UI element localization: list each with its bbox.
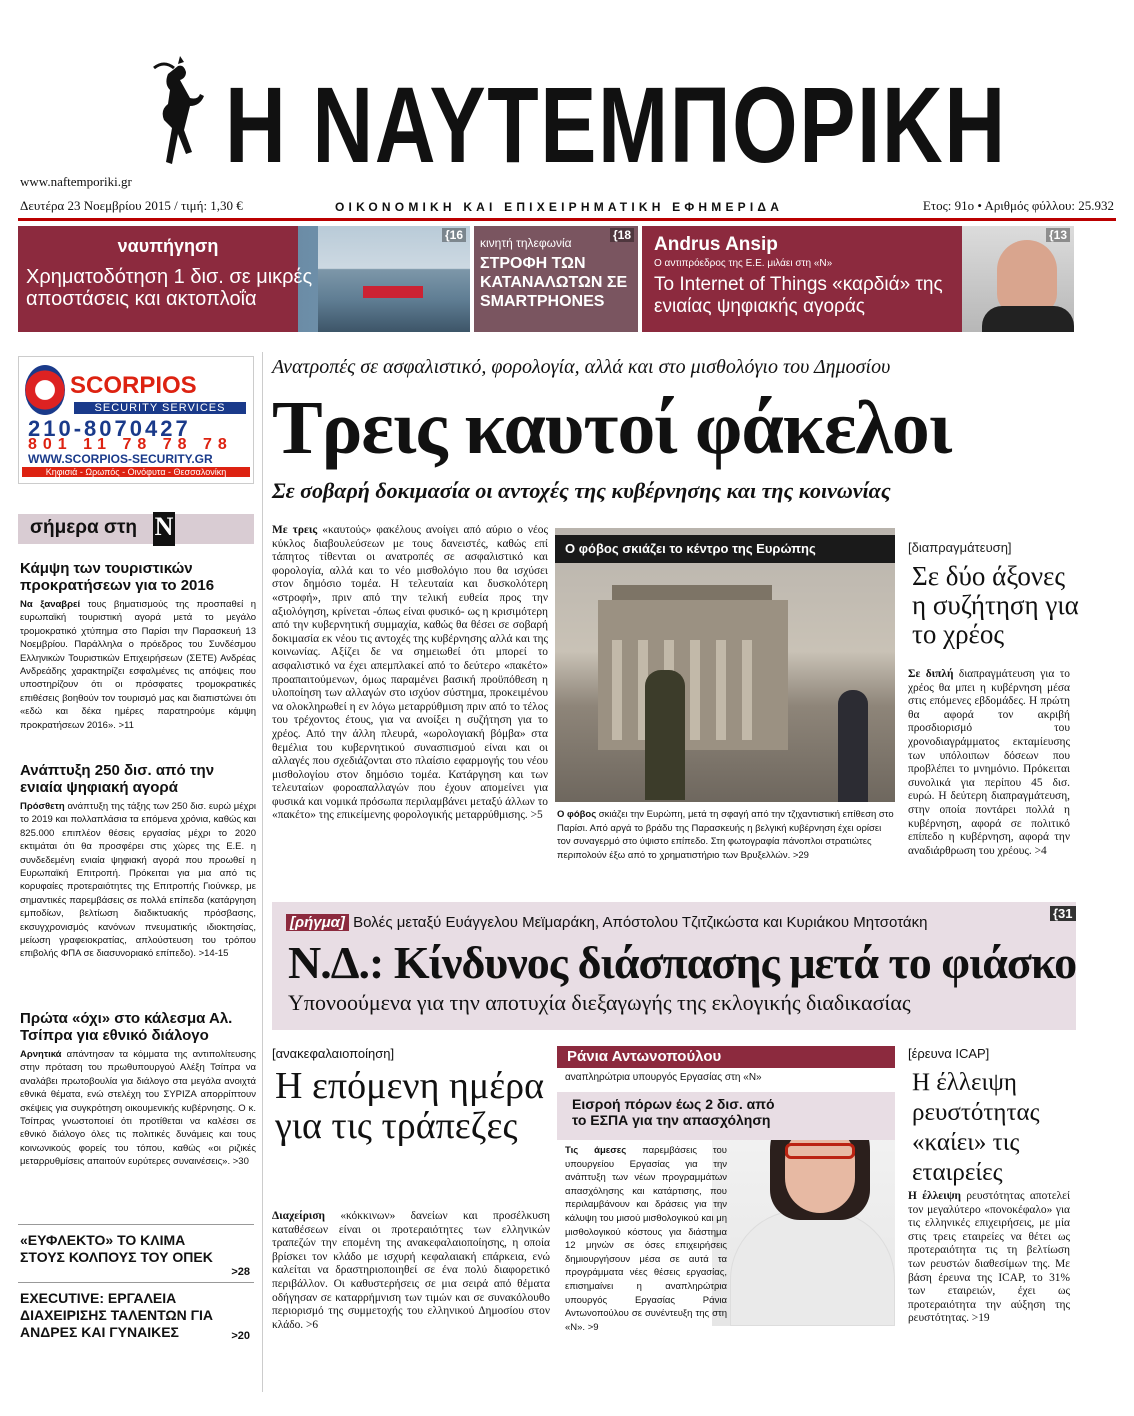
body-text: διαπραγμάτευση για το χρέος θα μπει η κυβέρνηση μέσα στις επόμενες εβδομάδες. Η πρώτη θα αφορά τον ακριβή προσδιορισμό του χρονοδιαγράμματος εκταμίευσης των υπόλοιπων δόσεων που προβλέπει το μνημόνιο. Πρόκειται συνολικά για περίπου 45 δισ. ευρώ. Η δεύτερη διαπραγμάτευση, στην οποία ποντάρει πολλά η κυβέρνηση, αφορά σε πολιτικό επίπεδο η κυβέρνηση, αφορά την αναδιάρθρωση του χρέους. >4: [908, 668, 1070, 857]
teaser-kicker: κινητή τηλεφωνία: [480, 236, 572, 250]
teaser-ansip[interactable]: [642, 226, 1074, 332]
ad-website: WWW.SCORPIOS-SECURITY.GR: [28, 452, 213, 466]
site-url[interactable]: www.naftemporiki.gr: [20, 174, 132, 189]
nd-subhead: Υπονοούμενα για την αποτυχία διεξαγωγής της εκλογικής διαδικασίας: [288, 990, 911, 1015]
column-shape: [612, 640, 622, 740]
teaser-headline: ΣΤΡΟΦΗ ΤΩΝ ΚΑΤΑΝΑΛΩΤΩΝ ΣΕ SMARTPHONES: [480, 255, 628, 310]
page-ref: {13: [1046, 228, 1070, 242]
masthead-rule: [18, 218, 1116, 221]
nd-overline: [286, 914, 1046, 931]
glasses-icon: [785, 1143, 855, 1159]
page-ref: {31: [1050, 906, 1076, 921]
masthead-title: Η ΝΑΥΤΕΜΠΟΡΙΚΗ: [225, 64, 1007, 185]
ad-name: SCORPIOS: [70, 372, 197, 399]
brief-headline: Ανάπτυξη 250 δισ. από την ενιαία ψηφιακή αγορά: [20, 762, 215, 796]
icap-body: [908, 1190, 1070, 1326]
portrait-body: [730, 1210, 895, 1326]
portrait-face: [997, 240, 1057, 314]
today-label: σήμερα στη: [30, 517, 138, 538]
page-ref: >20: [231, 1330, 250, 1342]
brief-headline: Κάμψη των τουριστικών προκρατήσεων για το 2016: [20, 560, 215, 594]
section-tag: [έρευνα ICAP]: [908, 1046, 990, 1061]
teaser-kicker: ναυπήγηση: [117, 236, 219, 256]
teaser-subkicker: Ο αντιπρόεδρος της Ε.Ε. μιλάει στη «Ν»: [654, 258, 833, 269]
section-tag: [ανακεφαλαιοποίηση]: [272, 1046, 395, 1061]
brief-headline: Πρώτα «όχι» στο κάλεσμα Αλ. Τσίπρα για εθνικό διάλογο: [20, 1010, 233, 1044]
photo-title-bar: Ο φόβος σκιάζει το κέντρο της Ευρώπης: [555, 535, 895, 563]
column-shape: [716, 640, 726, 740]
photo-caption: [557, 808, 897, 862]
lead-word: Η έλλειψη: [908, 1190, 961, 1202]
soldier-figure: [645, 670, 685, 800]
issue-number: Ετος: 91ο • Αριθμός φύλλου: 25.932: [922, 198, 1114, 213]
page-ref: {18: [610, 228, 634, 242]
today-n-logo: N: [153, 512, 175, 546]
brief-body: τους βηματισμούς της προσπαθεί η ευρωπαϊκή τουριστική αγορά μετά το μεγάλο τρομοκρατικό χτύπημα στο Παρίσι την Παρασκευή 13 Νοεμβρίου. Παράλληλα ο πρόεδρος του Συνδέσμου Ελληνικών Τουριστικών Επιχειρήσεων (ΣΕΤΕ) Ανδρέας Ανδρεάδης χαρακτηρίζει εσφαλμένες τις απόψεις που υποστηρίζουν ότι οι πρόσφατες τρομοκρατικές επιθέσεις βοηθούν τον τουρισμό μας και διαπιστώνει ότι «εδώ και δέκα ημέρες παρατηρούμε κάμψη προκρατήσεων 2016». >11: [20, 599, 256, 731]
interview-name[interactable]: Ράνια Αντωνοπούλου: [557, 1046, 895, 1068]
icap-headline[interactable]: Η έλλειψη ρευστότητας «καίει» τις εταιρείες: [912, 1069, 1040, 1186]
teaser-shipbuilding[interactable]: [18, 226, 470, 332]
brief-text: [20, 1048, 256, 1169]
hermes-logo-icon: [140, 48, 220, 188]
lead-word: Σε διπλή: [908, 668, 954, 680]
soldier-figure: [838, 690, 868, 802]
body-text: «κόκκινων» δανείων και προσέλκυση καταθέσεων είναι οι προτεραιότητες των ελληνικών τραπεζών την επομένη της ανακεφαλαιοποίησης, η οποία βρίσκει τον κλάδο με ισχυρή κεφαλαιακή επάρκεια, ενώ καλείται να δραστηριοποιηθεί σε ένα πολύ διαφορετικό περιβάλλον. Οι καθυστερήσεις σε μια σειρά από θέματα οδήγησαν σε καταρρήμνιση των τιμών και σε συνακόλουθο περιορισμό της συμμετοχής του ελληνικού Δημοσίου στον κλάδο. >6: [272, 1210, 550, 1331]
negotiation-body: [908, 668, 1070, 858]
lead-body: [272, 524, 548, 823]
nd-overline-text: Βολές μεταξύ Ευάγγελου Μεϊμαράκη, Απόστολου Τζιτζικώστα και Κυριάκου Μητσοτάκη: [348, 914, 928, 931]
section-tag: [ρήγμα]: [286, 914, 349, 931]
interview-body: [565, 1144, 727, 1334]
section-tag: [διαπραγμάτευση]: [908, 540, 1012, 555]
lead-text: «καυτούς» φακέλους ανοίγει από αύριο ο νέος κύκλος διαβουλεύσεων με τους δανειστές, καθώς επί τάπητος τίθενται οι ανατροπές σε ασφαλιστικό και φορολογία, αλλά και το νέο μισθολόγιο που θα ισχύσει στον δημόσιο τομέα. Η τελευταία και δυσκολότερη «στροφή», πριν από την τελική ευθεία προς την αξιολόγηση, κρίνεται -όπως είναι φυσικό- ως η κρισιμότερη από την κυβερνητική συμμαχία, καθώς θα θέσει σε σοβαρή δοκιμασία εκ νέου τις αντοχές της κυβέρνησης αλλά και της κοινωνίας. Αξίζει δε να σημειωθεί ότι μπορεί το ασφαλιστικό να έχει απεμπλακεί από το δεύτερο «πακέτο» προαπαιτούμενων, όμως παραμένει βασική προϋπόθεση η υλοποίηση των αλλαγών στο ισχύον σύστημα, προκειμένου να ολοκληρωθεί η εν λόγω μεταρρύθμιση πριν από το τέλος του τρέχοντος έτους, για να ανοίξει η συζήτηση για το χρέος. Από την άλλη πλευρά, «ωρολογιακή βόμβα» στα θεμέλια του κυβερνητικού συνασπισμού είναι και οι αλλαγές που σχεδιάζονται στο πλαίσιο εφαρμογής του νέου μισθολογίου στον δημόσιο τομέα. Κατάργηση και των τελευταίων φοροαπαλλαγών που έχουν απομείνει για φυσικά και νομικά πρόσωπα περιλαμβάνει μεταξύ άλλων το «πακέτο» της επικείμενης φορολογικής μεταρρύθμισης. >5: [272, 524, 549, 822]
brief-lead: Να ξαναβρεί: [20, 599, 81, 610]
portrait-suit: [982, 306, 1074, 332]
teaser-headline: Το Internet of Things «καρδιά» της ενιαίας ψηφιακής αγοράς: [654, 274, 943, 317]
teaser-headline: Χρηματοδότηση 1 δισ. σε μικρές αποστάσεις και ακτοπλοΐα: [26, 266, 313, 310]
promo-headline: «ΕΥΦΛΕΚΤΟ» ΤΟ ΚΛΙΜΑ ΣΤΟΥΣ ΚΟΛΠΟΥΣ ΤΟΥ ΟΠΕΚ: [20, 1232, 213, 1265]
dateline: Δευτέρα 23 Νοεμβρίου 2015 / τιμή: 1,30 €: [20, 198, 243, 213]
tagline: ΟΙΚΟΝΟΜΙΚΗ ΚΑΙ ΕΠΙΧΕΙΡΗΜΑΤΙΚΗ ΕΦΗΜΕΡΙΔΑ: [335, 200, 784, 214]
nd-headline[interactable]: Ν.Δ.: Κίνδυνος διάσπασης μετά το φιάσκο: [288, 937, 1077, 988]
promo-opec[interactable]: [20, 1232, 256, 1282]
page-ref: {16: [442, 228, 466, 242]
column-rule: [262, 352, 263, 1392]
brief-lead: Πρόσθετη: [20, 801, 65, 812]
divider: [18, 1224, 254, 1225]
promo-headline: EXECUTIVE: ΕΡΓΑΛΕΙΑ ΔΙΑΧΕΙΡΙΣΗΣ ΤΑΛΕΝΤΩΝ ΓΙΑ ΑΝΔΡΕΣ ΚΑΙ ΓΥΝΑΙΚΕΣ: [20, 1290, 214, 1340]
scorpion-logo-icon: [25, 365, 65, 415]
interview-highlight: Εισροή πόρων έως 2 δισ. από το ΕΣΠΑ για την απασχόληση: [572, 1096, 775, 1128]
lead-headline[interactable]: Τρεις καυτοί φάκελοι: [272, 386, 952, 470]
ad-areas: Κηφισιά - Ωρωπός - Οινόφυτα - Θεσσαλονίκη: [22, 467, 250, 477]
brief-dialogue[interactable]: [20, 1010, 256, 1169]
lead-subhead: Σε σοβαρή δοκιμασία οι αντοχές της κυβέρνησης και της κοινωνίας: [272, 478, 891, 503]
teaser-mobile[interactable]: [474, 226, 638, 332]
lead-word: Διαχείριση: [272, 1210, 325, 1222]
brief-lead: Αρνητικά: [20, 1049, 62, 1060]
teaser-kicker: Andrus Ansip: [654, 234, 778, 255]
negotiation-headline[interactable]: Σε δύο άξονες η συζήτηση για το χρέος: [912, 561, 1079, 649]
brief-body: απάντησαν τα κόμματα της αντιπολίτευσης στην πρόταση του πρωθυπουργού Αλέξη Τσίπρα να αναλάβει πρωτοβουλία για διάλογο στα μεγάλα ανοιχτά εθνικά θέματα, ενώ στελέχη του ΣΥΡΙΖΑ απορρίπτουν σκέψεις για συγκρότηση οικουμενικής κυβέρνησης. Ο κ. Τσίπρας γνωστοποιεί ότι προτίθεται να καλέσει σε εθνικό διάλογο όλες τις πολιτικές δυνάμεις και τους κοινωνικούς φορείς του τόπου, καθώς «οι ριζικές μεταρρυθμίσεις απαιτούν ευρύτερες συναινέσεις». >30: [20, 1049, 256, 1168]
column-shape: [742, 640, 752, 740]
banks-body: [272, 1210, 550, 1332]
divider: [18, 1282, 254, 1283]
caption-lead: Ο φόβος: [557, 809, 597, 820]
ad-subtitle: SECURITY SERVICES: [74, 402, 246, 414]
ad-phone-alt: 801 11 78 78 78: [28, 436, 233, 453]
brief-text: [20, 800, 256, 961]
lead-word: Με τρεις: [272, 524, 318, 536]
promo-executive[interactable]: [20, 1290, 256, 1346]
body-text: παρεμβάσεις του υπουργείου Εργασίας για την ανάπτυξη των νέων προγραμμάτων απασχόλησης και κατάρτισης, που περιλαμβάνουν και δράσεις για την κάλυψη του μισού μισθολογικού και μη μισθολογικού κόστους για διάστημα 12 μηνών σε όσες επιχειρήσεις δημιουργήσουν μέσα σε αυτά τα προγράμματα νέες θέσεις εργασίας, επισημαίνει η αναπληρώτρια υπουργός Εργασίας Ράνια Αντωνοπούλου σε συνέντευξη της στη «Ν». >9: [565, 1145, 727, 1333]
brief-tourism[interactable]: [20, 560, 256, 732]
body-text: ρευστότητας αποτελεί τον μεγαλύτερο «πονοκέφαλο» για τις ελληνικές επιχειρήσεις, με μία στις τρεις εταιρείες να θέτει ως προτεραιότητα τις τη βελτίωση των ρευστών διαθεσίμων της. Με βάση έρευνα της ICAP, το 31% των εταιρειών, έχει ως προτεραιότητα την αύξηση της ρευστότητας. >19: [908, 1190, 1071, 1325]
caption-text: σκιάζει την Ευρώπη, μετά τη σφαγή από την τζιχαντιστική επίθεση στο Παρίσι. Από αργά το βράδυ της Παρασκευής η βελγική κυβέρνηση έχει ορίσει τον συναγερμό στο ύψιστο επίπεδο. Στη φωτογραφία πάνοπλοι στρατιώτες περιπολούν έξω από το χρηματιστήριο των Βρυξελλών. >29: [557, 809, 894, 861]
brief-body: ανάπτυξη της τάξης των 250 δισ. ευρώ μέχρι το 2019 και πολλαπλάσια τα επόμενα χρόνια, καθώς και 825.000 επιπλέον θέσεις εργασίας μέχρι το 2020 εκτιμάται ότι θα προσφέρει στις χώρες της Ε.Ε. η συνδεδεμένη ενιαία ψηφιακή αγορά που προωθεί η Ευρωπαϊκή Επιτροπή. Πρόκειται για μια από τις κορυφαίες προτεραιότητες της Επιτροπής Γιούνκερ, με σημαντικές παρεμβάσεις σε πολλά επίπεδα (κατάργηση εμποδίων, βελτίωση διαδικτυακής πρόσβασης, εκσυγχρονισμός κανόνων πνευματικής ιδιοκτησίας, μείωση γραφειοκρατίας, απλούστευση του τρόπου επιβολής ΦΠΑ σε διασυνοριακό επίπεδο). >14-15: [20, 801, 256, 960]
brief-digital-market[interactable]: [20, 762, 256, 961]
brief-text: [20, 598, 256, 732]
ad-phone: 210-8070427: [28, 416, 191, 441]
lead-word: Τις άμεσες: [565, 1145, 627, 1156]
column-shape: [690, 640, 700, 740]
interview-role: αναπληρώτρια υπουργός Εργασίας στη «Ν»: [565, 1072, 762, 1083]
page-ref: >28: [231, 1266, 250, 1278]
banks-headline[interactable]: Η επόμενη ημέρα για τις τράπεζες: [275, 1065, 545, 1147]
lead-overline: Ανατροπές σε ασφαλιστικό, φορολογία, αλλά και στο μισθολόγιο του Δημοσίου: [272, 356, 891, 378]
